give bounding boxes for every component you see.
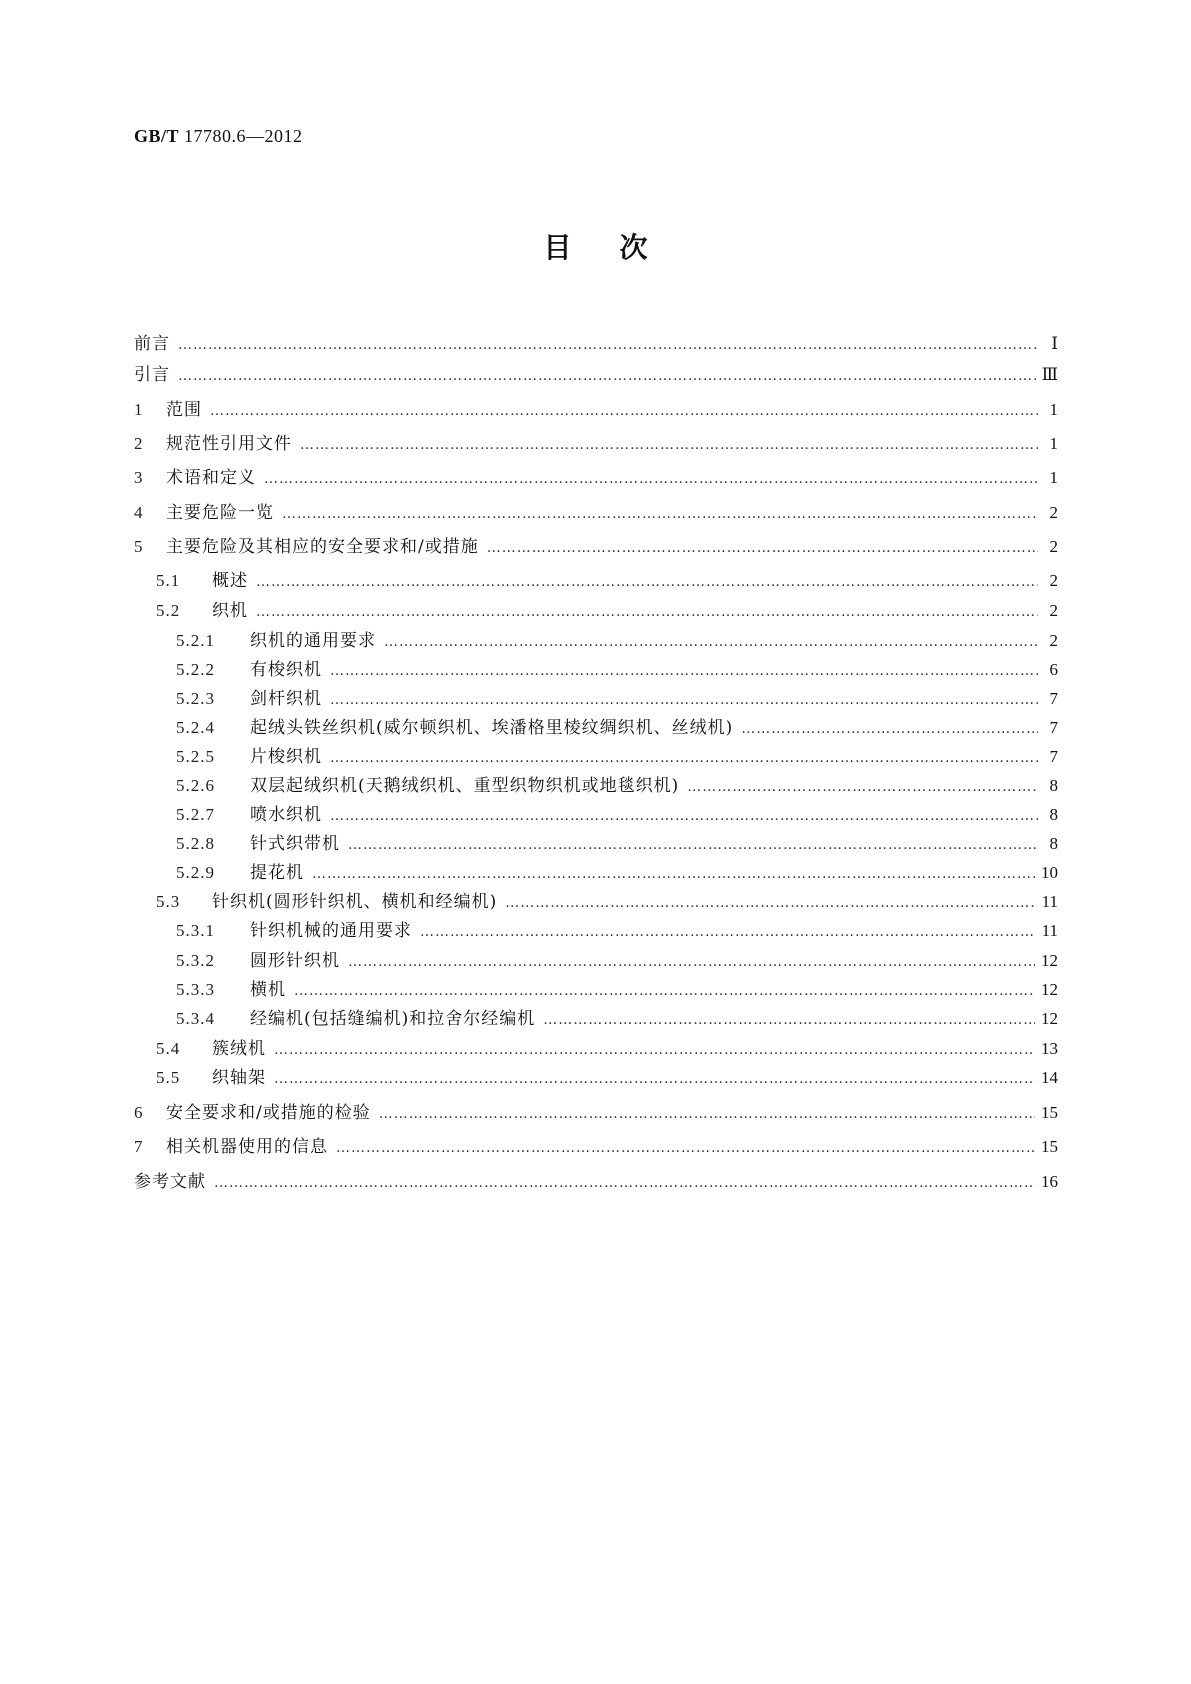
- toc-entry-page: 11: [1041, 892, 1058, 911]
- toc-entry[interactable]: [134, 772, 1058, 800]
- toc-entry[interactable]: [134, 1035, 1058, 1063]
- dot-leader: [312, 860, 1035, 888]
- toc-entry-page: 2: [1049, 503, 1058, 522]
- toc-entry-number: 5.2.6: [176, 776, 215, 795]
- dot-leader: [294, 977, 1035, 1005]
- standard-number: 17780.6—2012: [184, 126, 303, 146]
- toc-entry-number: 1: [134, 400, 144, 419]
- standard-code: [134, 126, 303, 147]
- toc-entry-title: 针式织带机: [250, 834, 340, 854]
- dot-leader: [282, 500, 1038, 528]
- toc-entry[interactable]: [134, 656, 1058, 684]
- toc-entry-title: 织机的通用要求: [250, 631, 376, 651]
- toc-entry[interactable]: [134, 597, 1058, 625]
- toc-entry-page: 7: [1049, 747, 1058, 766]
- dot-leader: [687, 773, 1038, 801]
- toc-entry-title: 片梭织机: [250, 747, 322, 767]
- toc-entry[interactable]: [134, 464, 1058, 492]
- toc-entry-page: 13: [1041, 1039, 1058, 1058]
- toc-entry-number: 5.3.1: [176, 921, 215, 940]
- toc-entry-page: 11: [1041, 921, 1058, 940]
- toc-entry[interactable]: [134, 1133, 1058, 1161]
- toc-entry-number: 5: [134, 537, 144, 556]
- standard-prefix: GB/T: [134, 126, 180, 146]
- toc-entry-page: 12: [1041, 980, 1058, 999]
- toc-entry[interactable]: [134, 743, 1058, 771]
- toc-entry-title: 规范性引用文件: [166, 434, 292, 454]
- toc-entry-page: 16: [1041, 1172, 1058, 1191]
- toc-entry-title: 起绒头铁丝织机(威尔顿织机、埃潘格里棱纹绸织机、丝绒机): [250, 718, 734, 738]
- dot-leader: [178, 331, 1038, 359]
- toc-entry-page: 2: [1049, 571, 1058, 590]
- toc-entry-number: 5.2: [156, 601, 181, 620]
- toc-entry-page: 6: [1049, 660, 1058, 679]
- toc-entry[interactable]: [134, 1064, 1058, 1092]
- toc-entry-title: 簇绒机: [212, 1039, 266, 1059]
- dot-leader: [505, 889, 1035, 917]
- toc-entry-page: 12: [1041, 951, 1058, 970]
- toc-entry-page: 15: [1041, 1103, 1058, 1122]
- dot-leader: [330, 657, 1038, 685]
- toc-entry-page: 8: [1049, 834, 1058, 853]
- dot-leader: [379, 1100, 1035, 1128]
- toc-entry-title: 引言: [134, 365, 170, 385]
- dot-leader: [256, 568, 1038, 596]
- toc-entry[interactable]: [134, 801, 1058, 829]
- toc-entry-number: 5.3: [156, 892, 181, 911]
- toc-entry[interactable]: [134, 976, 1058, 1004]
- dot-leader: [210, 397, 1038, 425]
- dot-leader: [543, 1006, 1035, 1034]
- toc-entry-title: 横机: [250, 980, 286, 1000]
- dot-leader: [274, 1065, 1035, 1093]
- toc-entry[interactable]: [134, 1005, 1058, 1033]
- toc-entry-title: 术语和定义: [166, 468, 256, 488]
- toc-entry[interactable]: [134, 917, 1058, 945]
- toc-entry-title: 经编机(包括缝编机)和拉舍尔经编机: [250, 1009, 536, 1029]
- toc-entry-number: 5.3.4: [176, 1009, 215, 1028]
- dot-leader: [348, 831, 1038, 859]
- toc-entry[interactable]: [134, 533, 1058, 561]
- toc-entry-title: 概述: [212, 571, 248, 591]
- toc-entry[interactable]: [134, 1168, 1058, 1196]
- toc-entry-number: 3: [134, 468, 144, 487]
- toc-entry-number: 5.2.1: [176, 631, 215, 650]
- toc-entry-page: 1: [1049, 434, 1058, 453]
- toc-entry[interactable]: [134, 859, 1058, 887]
- toc-entry-number: 5.2.3: [176, 689, 215, 708]
- toc-entry-number: 5.3.3: [176, 980, 215, 999]
- toc-entry[interactable]: [134, 627, 1058, 655]
- toc-entry-title: 前言: [134, 334, 170, 354]
- toc-entry-page: 8: [1049, 805, 1058, 824]
- toc-entry-page: 10: [1041, 863, 1058, 882]
- toc-entry-title: 圆形针织机: [250, 951, 340, 971]
- dot-leader: [264, 465, 1038, 493]
- toc-entry-page: 15: [1041, 1137, 1058, 1156]
- toc-entry-page: 12: [1041, 1009, 1058, 1028]
- toc-entry-page: Ⅰ: [1051, 334, 1058, 353]
- dot-leader: [214, 1169, 1035, 1197]
- toc-entry-number: 5.2.4: [176, 718, 215, 737]
- dot-leader: [256, 598, 1038, 626]
- toc-entry[interactable]: [134, 947, 1058, 975]
- toc-entry-number: 5.4: [156, 1039, 181, 1058]
- toc-entry-page: 14: [1041, 1068, 1058, 1087]
- toc-entry-title: 织轴架: [212, 1068, 266, 1088]
- dot-leader: [330, 686, 1038, 714]
- dot-leader: [348, 948, 1035, 976]
- toc-entry-title: 针织机械的通用要求: [250, 921, 412, 941]
- dot-leader: [420, 918, 1036, 946]
- toc-entry-number: 5.2.8: [176, 834, 215, 853]
- toc-entry-title: 相关机器使用的信息: [166, 1137, 328, 1157]
- toc-entry-title: 参考文献: [134, 1172, 206, 1192]
- toc-entry-page: 2: [1049, 631, 1058, 650]
- toc-entry-page: 1: [1049, 400, 1058, 419]
- toc-entry[interactable]: [134, 567, 1058, 595]
- toc-entry[interactable]: [134, 396, 1058, 424]
- toc-entry[interactable]: [134, 430, 1058, 458]
- toc-entry-page: 7: [1049, 689, 1058, 708]
- dot-leader: [336, 1134, 1035, 1162]
- dot-leader: [487, 534, 1038, 562]
- toc-entry-title: 安全要求和/或措施的检验: [166, 1103, 371, 1123]
- toc-entry-title: 剑杆织机: [250, 689, 322, 709]
- dot-leader: [384, 628, 1038, 656]
- dot-leader: [330, 802, 1038, 830]
- toc-entry[interactable]: [134, 714, 1058, 742]
- toc-entry-page: 1: [1049, 468, 1058, 487]
- toc-entry-number: 5.2.2: [176, 660, 215, 679]
- toc-entry-page: Ⅲ: [1041, 365, 1058, 384]
- toc-entry-title: 范围: [166, 400, 202, 420]
- toc-entry-number: 5.2.9: [176, 863, 215, 882]
- toc-entry[interactable]: [134, 830, 1058, 858]
- toc-entry[interactable]: [134, 499, 1058, 527]
- toc-entry[interactable]: [134, 685, 1058, 713]
- toc-entry-number: 2: [134, 434, 144, 453]
- toc-entry[interactable]: [134, 330, 1058, 358]
- toc-entry-title: 织机: [212, 601, 248, 621]
- toc-entry-number: 6: [134, 1103, 144, 1122]
- dot-leader: [330, 744, 1038, 772]
- toc-entry-number: 5.3.2: [176, 951, 215, 970]
- toc-entry-title: 双层起绒织机(天鹅绒织机、重型织物织机或地毯织机): [250, 776, 680, 796]
- toc-entry-title: 主要危险及其相应的安全要求和/或措施: [166, 537, 479, 557]
- dot-leader: [178, 362, 1036, 390]
- toc-entry-number: 5.1: [156, 571, 181, 590]
- toc-entry-number: 4: [134, 503, 144, 522]
- toc-entry-page: 7: [1049, 718, 1058, 737]
- toc-entry-number: 5.2.5: [176, 747, 215, 766]
- toc-entry-title: 主要危险一览: [166, 503, 274, 523]
- toc-entry-title: 提花机: [250, 863, 304, 883]
- dot-leader: [274, 1036, 1035, 1064]
- dot-leader: [300, 431, 1038, 459]
- page-title: 目次: [543, 231, 696, 264]
- dot-leader: [741, 715, 1038, 743]
- toc-entry[interactable]: [134, 1099, 1058, 1127]
- toc-entry[interactable]: [134, 888, 1058, 916]
- toc-entry-title: 针织机(圆形针织机、横机和经编机): [212, 892, 498, 912]
- toc-entry-number: 5.5: [156, 1068, 181, 1087]
- toc-entry-title: 喷水织机: [250, 805, 322, 825]
- toc-entry-page: 2: [1049, 537, 1058, 556]
- toc-entry-number: 7: [134, 1137, 144, 1156]
- toc-entry-page: 8: [1049, 776, 1058, 795]
- toc-entry-title: 有梭织机: [250, 660, 322, 680]
- toc-entry-page: 2: [1049, 601, 1058, 620]
- toc-entry-number: 5.2.7: [176, 805, 215, 824]
- toc-entry[interactable]: [134, 361, 1058, 389]
